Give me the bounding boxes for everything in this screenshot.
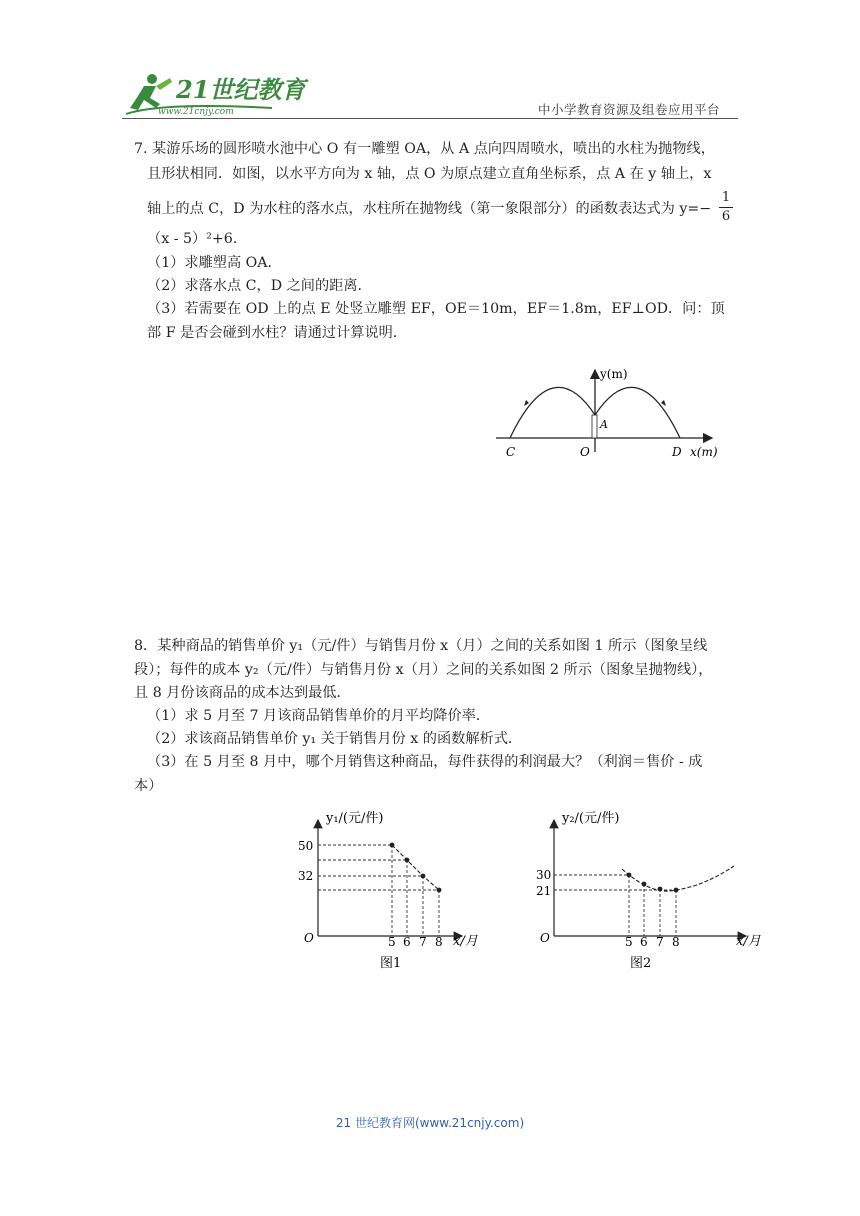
q8-figure1	[290, 800, 490, 984]
q7-figure	[490, 360, 730, 474]
sculpture-oa	[592, 415, 597, 438]
fig2-origin: O	[540, 931, 550, 945]
fig2-ytick-30: 30	[536, 868, 552, 882]
logo-text: 21世纪教育	[176, 75, 306, 104]
fig2-ytick-21: 21	[536, 884, 552, 898]
header-divider	[122, 118, 738, 119]
fig2-xtick-7: 7	[656, 935, 664, 949]
fig2-guides	[554, 875, 676, 936]
q8-sub2: （2）求该商品销售单价 y₁ 关于销售月份 x 的函数解析式．	[147, 731, 523, 747]
logo-url: www.21cnjy.com	[158, 107, 234, 117]
fig2-cost-parabola	[622, 866, 734, 891]
fig1-point-5	[390, 843, 395, 848]
point-o-label: O	[580, 445, 590, 459]
fig1-point-6	[405, 858, 410, 863]
q8-line1: 8．某种商品的销售单价 y₁（元/件）与销售月份 x（月）之间的关系如图 1 所示（图象呈线	[134, 638, 708, 654]
fig2-point-8	[674, 888, 679, 893]
logo	[122, 70, 306, 120]
fig1-y-label: y₁/(元/件)	[326, 811, 384, 826]
q7-line4: （x - 5）²+6．	[147, 231, 248, 247]
q8-sub3b: 本）	[134, 778, 163, 794]
fig1-guides	[318, 845, 439, 936]
fraction-denominator: 6	[721, 209, 731, 224]
q7-sub2: （2）求落水点 C，D 之间的距离．	[147, 278, 372, 294]
point-a-label: A	[600, 418, 608, 431]
fig1-x-label: x/月	[453, 934, 478, 949]
fig1-xtick-7: 7	[419, 935, 427, 949]
fig1-point-8	[437, 888, 442, 893]
fraction-numerator: 1	[721, 190, 731, 205]
fig2-x-label: x/月	[736, 934, 761, 949]
fig1-ytick-50: 50	[298, 839, 314, 853]
fig1-ytick-32: 32	[298, 869, 314, 883]
q7-line2: 且形状相同．如图，以水平方向为 x 轴，点 O 为原点建立直角坐标系，点 A 在 y 轴上，x	[147, 166, 712, 182]
q7-sub1: （1）求雕塑高 OA．	[147, 255, 282, 271]
y-axis-label: y(m)	[600, 367, 628, 381]
fig2-xtick-8: 8	[672, 935, 680, 949]
left-arc-arrow	[524, 400, 529, 406]
q8-line2: 段）；每件的成本 y₂（元/件）与销售月份 x（月）之间的关系如图 2 所示（图象呈抛物线），	[134, 662, 713, 678]
q7-fraction	[719, 190, 733, 225]
right-arc-arrow	[661, 400, 666, 406]
q7-line3: 轴上的点 C，D 为水柱的落水点，水柱所在抛物线（第一象限部分）的函数表达式为 y=−	[147, 201, 712, 217]
q7-line1: 7. 某游乐场的圆形喷水池中心 O 有一雕塑 OA，从 A 点向四周喷水，喷出的水柱为抛物线，	[134, 141, 715, 157]
fig2-xtick-5: 5	[625, 935, 633, 949]
x-axis-label: x(m)	[690, 445, 718, 459]
q8-figure2	[532, 800, 761, 984]
fig2-point-5	[627, 873, 632, 878]
point-c-label: C	[506, 445, 516, 459]
q8-line3: 且 8 月份该商品的成本达到最低．	[134, 685, 351, 701]
q8-sub3a: （3）在 5 月至 8 月中，哪个月销售这种商品，每件获得的利润最大？（利润＝售价 - 成	[147, 754, 703, 770]
q7-sub3a: （3）若需要在 OD 上的点 E 处竖立雕塑 EF，OE＝10m，EF＝1.8m，EF⊥OD．问：顶	[147, 301, 725, 317]
fig2-xtick-6: 6	[640, 935, 648, 949]
fig2-caption: 图2	[630, 956, 652, 971]
fig2-point-6	[642, 882, 647, 887]
fig1-xtick-8: 8	[435, 935, 443, 949]
fig1-caption: 图1	[380, 956, 402, 971]
fig1-origin: O	[304, 931, 314, 945]
footer-link[interactable]: 21 世纪教育网(www.21cnjy.com)	[335, 1116, 525, 1130]
q8-sub1: （1）求 5 月至 7 月该商品销售单价的月平均降价率．	[147, 708, 491, 724]
left-water-arc	[510, 387, 595, 438]
fraction-bar	[719, 207, 733, 208]
header-platform-text: 中小学教育资源及组卷应用平台	[538, 102, 721, 117]
fig1-xtick-6: 6	[403, 935, 411, 949]
fig1-point-7	[421, 874, 426, 879]
fig1-xtick-5: 5	[388, 935, 396, 949]
fig2-point-7	[658, 887, 663, 892]
q7-sub3b: 部 F 是否会碰到水柱？请通过计算说明．	[147, 325, 408, 341]
point-d-label: D	[672, 445, 682, 459]
fig2-y-label: y₂/(元/件)	[562, 811, 620, 826]
fig1-price-segment	[392, 845, 439, 890]
